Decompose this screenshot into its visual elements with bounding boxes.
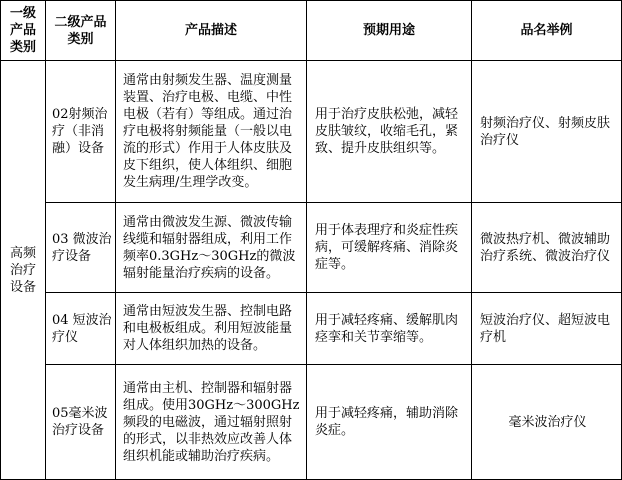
table-row [1,293,622,365]
header-row [1,1,622,61]
header-level1: 一级产品类别 [1,1,46,61]
header-description: 产品描述 [116,1,307,61]
row-description: 通常由微波发生源、微波传输线缆和辐射器组成，利用工作频率0.3GHz～30GHz的微波辐射能量治疗疾病的设备。 [116,203,307,293]
row-examples: 毫米波治疗仪 [472,365,622,480]
row-level2: 02射频治疗（非消融）设备 [46,61,116,203]
header-level2: 二级产品类别 [46,1,116,61]
table-row [1,203,622,293]
header-intended-use: 预期用途 [307,1,472,61]
header-examples: 品名举例 [472,1,622,61]
row-intended-use: 用于减轻疼痛、缓解肌肉痉挛和关节挛缩等。 [307,293,472,365]
table-row [1,365,622,480]
row-intended-use: 用于治疗皮肤松弛，减轻皮肤皱纹，收缩毛孔，紧致、提升皮肤组织等。 [307,61,472,203]
row-intended-use: 用于体表理疗和炎症性疾病，可缓解疼痛、消除炎症等。 [307,203,472,293]
row-description: 通常由短波发生器、控制电路和电极板组成。利用短波能量对人体组织加热的设备。 [116,293,307,365]
row-intended-use: 用于减轻疼痛，辅助消除炎症。 [307,365,472,480]
row-description: 通常由主机、控制器和辐射器组成。使用30GHz～300GHz频段的电磁波，通过辐射照射的形式，以非热效应改善人体组织机能或辅助治疗疾病。 [116,365,307,480]
row-level2: 03 微波治疗设备 [46,203,116,293]
row-examples: 射频治疗仪、射频皮肤治疗仪 [472,61,622,203]
category-level1: 高频治疗设备 [1,61,46,480]
row-examples: 微波热疗机、微波辅助治疗系统、微波治疗仪 [472,203,622,293]
row-level2: 05毫米波治疗设备 [46,365,116,480]
table-row [1,61,622,203]
row-examples: 短波治疗仪、超短波电疗机 [472,293,622,365]
row-level2: 04 短波治疗仪 [46,293,116,365]
row-description: 通常由射频发生器、温度测量装置、治疗电极、电缆、中性电极（若有）等组成。通过治疗电极将射频能量（一般以电流的形式）作用于人体皮肤及皮下组织，使人体组织、细胞发生病理/生理学改变。 [116,61,307,203]
